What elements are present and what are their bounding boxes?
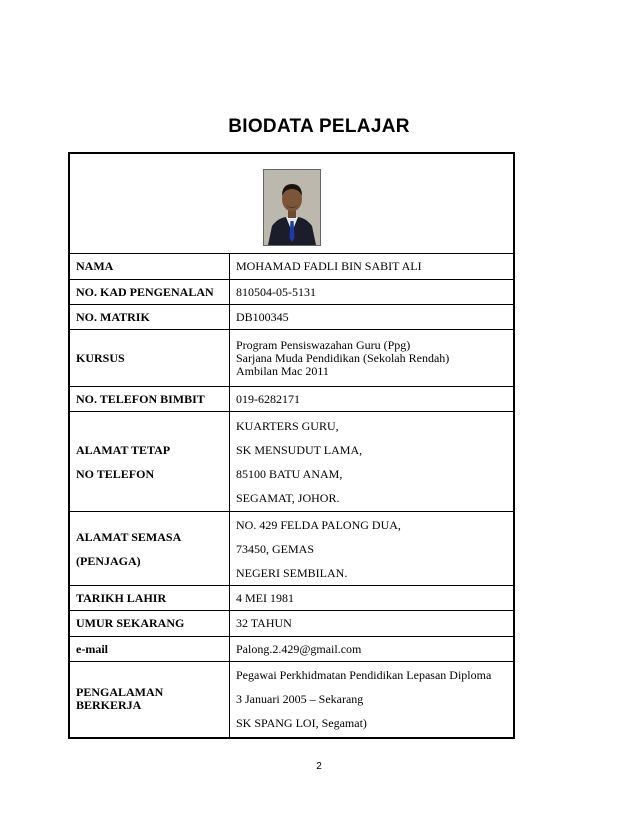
value-email: Palong.2.429@gmail.com (230, 637, 515, 662)
value-telefon-bimbit: 019-6282171 (230, 387, 515, 412)
kursus-line: Program Pensiswazahan Guru (Ppg) (236, 337, 411, 352)
photo-cell (69, 153, 514, 254)
pengalaman-line: SK SPANG LOI, Segamat) (236, 716, 367, 731)
value-alamat-tetap (230, 412, 515, 512)
kursus-line: Sarjana Muda Pendidikan (Sekolah Rendah) (236, 350, 450, 365)
value-nama: MOHAMAD FADLI BIN SABIT ALI (230, 254, 515, 280)
pengalaman-line: 3 Januari 2005 – Sekarang (236, 692, 364, 707)
row-alamat-semasa (69, 512, 514, 586)
label-alamat-tetap (69, 412, 230, 512)
berkerja-label: BERKERJA (76, 698, 142, 713)
alamat-tetap-line: SK MENSUDUT LAMA, (236, 442, 363, 457)
student-photo (263, 169, 321, 246)
pengalaman-line: Pegawai Perkhidmatan Pendidikan Lepasan Diploma (236, 668, 492, 683)
label-pengalaman-berkerja (69, 662, 230, 738)
label-kursus: KURSUS (69, 330, 230, 387)
label-matrik: NO. MATRIK (69, 305, 230, 330)
label-tarikh-lahir: TARIKH LAHIR (69, 586, 230, 611)
row-matrik (69, 305, 514, 330)
page-title: BIODATA PELAJAR (228, 116, 410, 137)
alamat-tetap-line: SEGAMAT, JOHOR. (236, 490, 340, 505)
label-nama: NAMA (69, 254, 230, 280)
row-nama (69, 254, 514, 280)
photo-row (69, 153, 514, 254)
penjaga-label: (PENJAGA) (76, 553, 141, 568)
page-number: 2 (316, 761, 322, 772)
alamat-semasa-label: ALAMAT SEMASA (76, 529, 182, 544)
label-umur-sekarang: UMUR SEKARANG (69, 611, 230, 637)
value-tarikh-lahir: 4 MEI 1981 (230, 586, 515, 611)
alamat-tetap-line: KUARTERS GURU, (236, 418, 339, 433)
kursus-line: Ambilan Mac 2011 (236, 363, 329, 378)
value-umur-sekarang: 32 TAHUN (230, 611, 515, 637)
label-alamat-semasa (69, 512, 230, 586)
value-alamat-semasa (230, 512, 515, 586)
label-telefon-bimbit: NO. TELEFON BIMBIT (69, 387, 230, 412)
label-email: e-mail (69, 637, 230, 662)
label-kad-pengenalan: NO. KAD PENGENALAN (69, 280, 230, 305)
value-kursus (230, 330, 515, 387)
row-alamat-tetap (69, 412, 514, 512)
row-telefon-bimbit (69, 387, 514, 412)
row-kursus (69, 330, 514, 387)
value-pengalaman-berkerja (230, 662, 515, 738)
row-umur-sekarang (69, 611, 514, 637)
row-kad-pengenalan (69, 280, 514, 305)
value-kad-pengenalan: 810504-05-5131 (230, 280, 515, 305)
row-tarikh-lahir (69, 586, 514, 611)
alamat-semasa-line: 73450, GEMAS (236, 541, 315, 556)
row-email (69, 637, 514, 662)
alamat-semasa-line: NO. 429 FELDA PALONG DUA, (236, 517, 401, 532)
no-telefon-label: NO TELEFON (76, 466, 155, 481)
alamat-semasa-line: NEGERI SEMBILAN. (236, 565, 348, 580)
value-matrik: DB100345 (230, 305, 515, 330)
alamat-tetap-label: ALAMAT TETAP (76, 442, 171, 457)
biodata-table (68, 152, 515, 739)
alamat-tetap-line: 85100 BATU ANAM, (236, 466, 343, 481)
pengalaman-label: PENGALAMAN (76, 685, 164, 700)
row-pengalaman-berkerja (69, 662, 514, 738)
